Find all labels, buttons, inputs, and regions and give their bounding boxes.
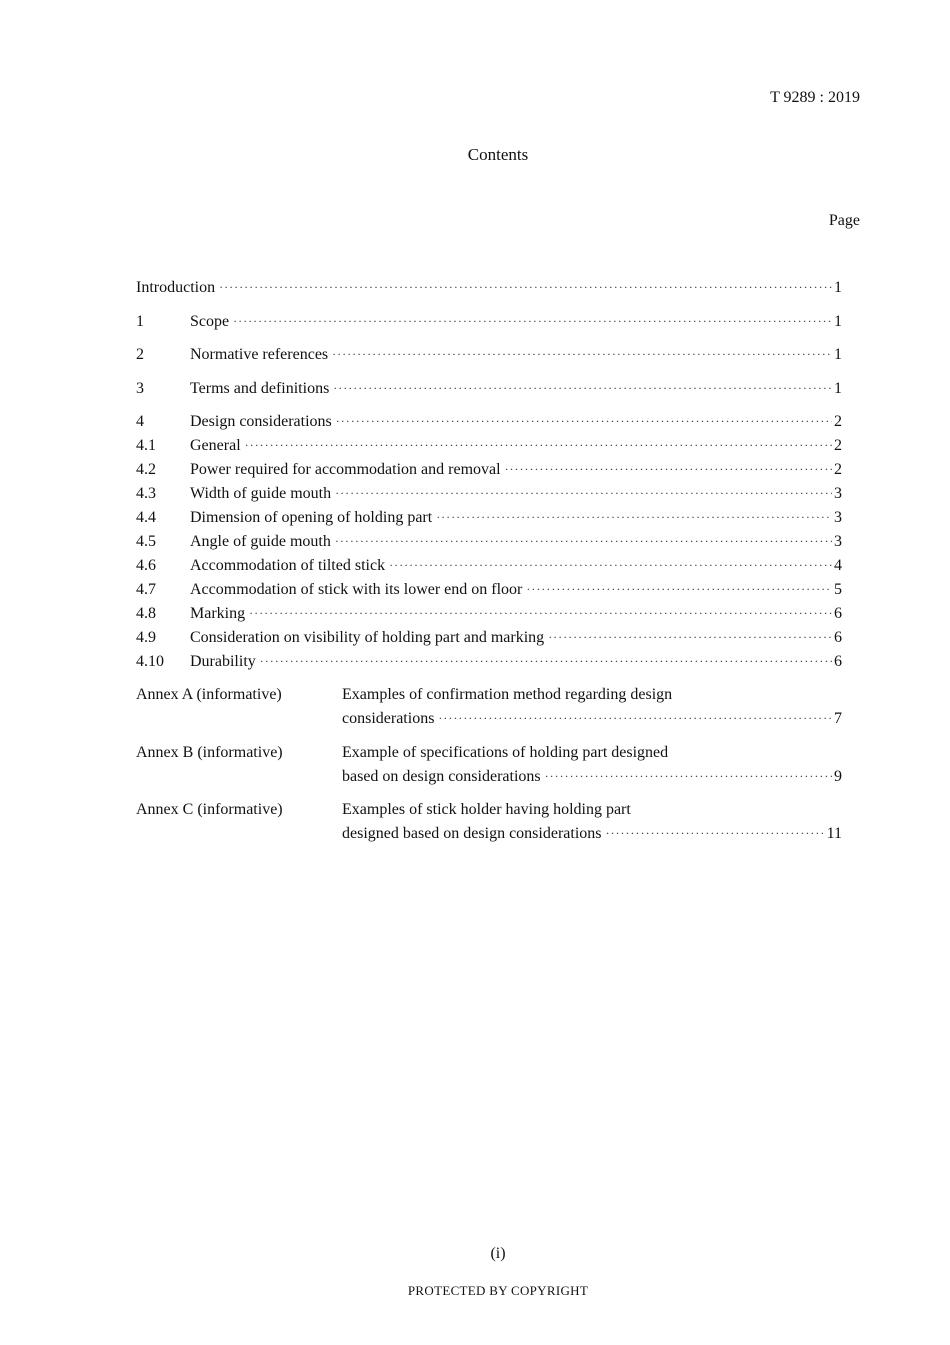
toc-entry-text: Scope bbox=[190, 313, 230, 330]
toc-entry-power-required[interactable] bbox=[136, 459, 842, 481]
toc-entry-text: Power required for accommodation and removal bbox=[190, 461, 501, 478]
toc-entry-width-of-guide-mouth[interactable] bbox=[136, 483, 842, 505]
annex-title-line2: considerations bbox=[342, 710, 435, 727]
dot-leader bbox=[219, 276, 832, 298]
toc-entry-page: 9 bbox=[834, 768, 842, 785]
toc-entry-visibility[interactable] bbox=[136, 627, 842, 649]
toc-entry-text: Introduction bbox=[136, 279, 216, 296]
annex-body bbox=[342, 684, 842, 727]
toc-entry-number: 3 bbox=[136, 380, 144, 397]
toc-entry-page: 6 bbox=[834, 629, 842, 646]
dot-leader bbox=[438, 707, 832, 729]
dot-leader bbox=[526, 578, 832, 600]
toc-entry-page: 6 bbox=[834, 605, 842, 622]
toc-entry-number: 4.1 bbox=[136, 437, 156, 454]
dot-leader bbox=[548, 626, 832, 648]
annex-body bbox=[342, 742, 842, 785]
annex-label: Annex B (informative) bbox=[136, 744, 283, 761]
annex-title-line2-row bbox=[342, 766, 842, 788]
toc-entry-page: 3 bbox=[834, 533, 842, 550]
toc-entry-dimension-of-opening[interactable] bbox=[136, 507, 842, 529]
annex-title-line2-row bbox=[342, 708, 842, 730]
toc-entry-text: Normative references bbox=[190, 346, 329, 363]
dot-leader bbox=[335, 530, 832, 552]
toc-entry-page: 3 bbox=[834, 485, 842, 502]
toc-entry-number: 4.2 bbox=[136, 461, 156, 478]
toc-entry-tilted-stick[interactable] bbox=[136, 555, 842, 577]
toc-entry-general[interactable] bbox=[136, 435, 842, 457]
dot-leader bbox=[436, 506, 832, 528]
toc-entry-scope[interactable] bbox=[136, 311, 842, 333]
toc-entry-text: Angle of guide mouth bbox=[190, 533, 331, 550]
toc-entry-number: 4.7 bbox=[136, 581, 156, 598]
toc-entry-number: 2 bbox=[136, 346, 144, 363]
toc-entry-normative-references[interactable] bbox=[136, 344, 842, 366]
toc-entry-text: General bbox=[190, 437, 241, 454]
toc-entry-page: 2 bbox=[834, 413, 842, 430]
dot-leader bbox=[389, 554, 832, 576]
annex-title-line1: Examples of stick holder having holding part bbox=[342, 801, 631, 818]
dot-leader bbox=[505, 458, 832, 480]
dot-leader bbox=[335, 482, 832, 504]
toc-entry-marking[interactable] bbox=[136, 603, 842, 625]
toc-entry-number: 4.6 bbox=[136, 557, 156, 574]
dot-leader bbox=[332, 343, 832, 365]
toc-entry-page: 11 bbox=[826, 825, 842, 842]
toc-entry-text: Durability bbox=[190, 653, 256, 670]
toc-entry-number: 4.5 bbox=[136, 533, 156, 550]
annex-title-line1: Examples of confirmation method regarding design bbox=[342, 686, 673, 703]
toc-entry-number: 1 bbox=[136, 313, 144, 330]
toc-entry-number: 4.9 bbox=[136, 629, 156, 646]
dot-leader bbox=[545, 765, 832, 787]
dot-leader bbox=[245, 434, 832, 456]
toc-entry-page: 4 bbox=[834, 557, 842, 574]
toc-entry-number: 4 bbox=[136, 413, 144, 430]
footer-copyright: PROTECTED BY COPYRIGHT bbox=[407, 1283, 589, 1298]
toc-entry-page: 1 bbox=[834, 346, 842, 363]
toc-entry-text: Accommodation of tilted stick bbox=[190, 557, 386, 574]
footer-page-number: (i) bbox=[490, 1245, 506, 1262]
toc-entry-text: Dimension of opening of holding part bbox=[190, 509, 433, 526]
page-title: Contents bbox=[467, 145, 529, 164]
toc-entry-page: 1 bbox=[834, 313, 842, 330]
annex-title-line2-row bbox=[342, 823, 842, 845]
toc-entry-durability[interactable] bbox=[136, 651, 842, 673]
annex-title-line1: Example of specifications of holding part designed bbox=[342, 744, 669, 761]
annex-label: Annex A (informative) bbox=[136, 686, 282, 703]
toc-entry-number: 4.3 bbox=[136, 485, 156, 502]
toc-entry-text: Accommodation of stick with its lower end on floor bbox=[190, 581, 523, 598]
annex-body bbox=[342, 799, 842, 842]
dot-leader bbox=[606, 822, 825, 844]
toc-entry-terms-and-definitions[interactable] bbox=[136, 378, 842, 400]
toc-entry-page: 2 bbox=[834, 461, 842, 478]
toc-entry-introduction[interactable] bbox=[136, 277, 842, 299]
page-column-label: Page bbox=[828, 212, 860, 229]
toc-entry-design-considerations[interactable] bbox=[136, 411, 842, 433]
toc-entry-number: 4.4 bbox=[136, 509, 156, 526]
toc-entry-text: Width of guide mouth bbox=[190, 485, 332, 502]
toc-entry-page: 7 bbox=[834, 710, 842, 727]
dot-leader bbox=[260, 650, 832, 672]
toc-entry-page: 5 bbox=[834, 581, 842, 598]
toc-entry-text: Consideration on visibility of holding part and marking bbox=[190, 629, 545, 646]
toc-entry-page: 1 bbox=[834, 380, 842, 397]
toc-entry-page: 6 bbox=[834, 653, 842, 670]
toc-entry-text: Marking bbox=[190, 605, 246, 622]
dot-leader bbox=[336, 410, 832, 432]
toc-entry-angle-of-guide-mouth[interactable] bbox=[136, 531, 842, 553]
toc-entry-number: 4.10 bbox=[136, 653, 164, 670]
toc-entry-stick-lower-end-on-floor[interactable] bbox=[136, 579, 842, 601]
toc-entry-text: Terms and definitions bbox=[190, 380, 330, 397]
dot-leader bbox=[249, 602, 832, 624]
toc-entry-page: 1 bbox=[834, 279, 842, 296]
toc-entry-number: 4.8 bbox=[136, 605, 156, 622]
toc-entry-page: 3 bbox=[834, 509, 842, 526]
toc-entry-page: 2 bbox=[834, 437, 842, 454]
annex-title-line2: based on design considerations bbox=[342, 768, 541, 785]
dot-leader bbox=[333, 377, 832, 399]
toc-entry-text: Design considerations bbox=[190, 413, 332, 430]
dot-leader bbox=[233, 310, 832, 332]
annex-title-line2: designed based on design considerations bbox=[342, 825, 602, 842]
document-id: T 9289 : 2019 bbox=[770, 89, 860, 106]
annex-label: Annex C (informative) bbox=[136, 801, 283, 818]
